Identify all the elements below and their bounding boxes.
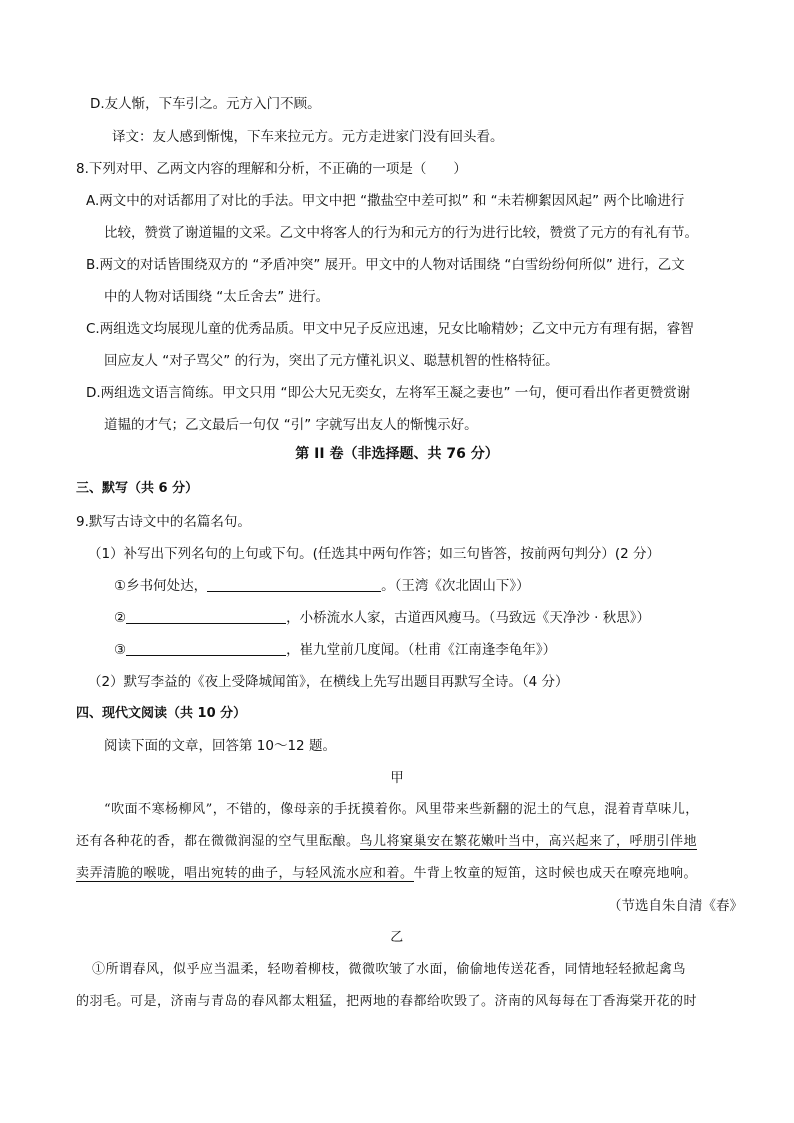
q8-option-d-line2: 道韫的才气；乙文最后一句仅 “引” 字就写出友人的惭愧示好。 [104,417,478,433]
q9-item1-answer-blank[interactable] [207,577,381,592]
passage-jia-underlined-2: 卖弄清脆的喉咙，唱出宛转的曲子，与轻风流水应和着。 [76,866,414,881]
q9-item2-post: ，小桥流水人家，古道西风瘦马。（马致远《天净沙 · 秋思》） [286,610,650,626]
q9-sub1: （1）补写出下列名句的上句或下句。(任选其中两句作答；如三句皆答，按前两句判分）(2 分） [88,546,661,562]
q9-item1 [114,576,530,596]
q8-option-c-line2: 回应友人 “对子骂父” 的行为，突出了元方懂礼识义、聪慧机智的性格特征。 [104,353,559,369]
q9-item1-post: 。（王湾《次北固山下》） [381,578,530,594]
q9-sub2: （2）默写李益的《夜上受降城闻笛》，在横线上先写出题目再默写全诗。（4 分） [88,674,569,690]
q8-option-a-line1: A.两文中的对话都用了对比的手法。甲文中把 “撒盐空中差可拟” 和 “未若柳絮因风起” 两个比喻进行 [86,193,685,209]
passage-jia-line3 [76,864,697,884]
q9-item3-post: ，崔九堂前几度闻。（杜甫《江南逢李龟年》） [286,642,557,658]
section4-title: 四、现代文阅读（共 10 分） [76,706,247,721]
q7-option-d: D.友人惭，下车引之。元方入门不顾。 [90,96,321,112]
q8-option-b-line1: B.两文的对话皆围绕双方的 “矛盾冲突” 展开。甲文中的人物对话围绕 “白雪纷纷何所似” 进行，乙文 [86,257,685,273]
section3-title: 三、默写（共 6 分） [76,481,199,496]
q9-item2 [114,608,650,628]
q9-stem: 9.默写古诗文中的名篇名句。 [76,514,251,530]
q8-option-a-line2: 比较，赞赏了谢道韫的文采。乙文中将客人的行为和元方的行为进行比较，赞赏了元方的有礼有节。 [104,225,698,241]
part2-title: 第 II 卷（非选择题、共 76 分） [295,446,499,462]
passage-jia-line2 [76,832,697,852]
passage-jia-line1: “吹面不寒杨柳风”，不错的，像母亲的手抚摸着你。风里带来些新翻的泥土的气息，混着青草味儿， [104,802,699,817]
q8-option-c-line1: C.两组选文均展现儿童的优秀品质。甲文中兄子反应迅速，兄女比喻精妙；乙文中元方有理有据，睿智 [86,321,694,337]
q9-item3-answer-blank[interactable] [126,641,286,656]
q9-item2-answer-blank[interactable] [126,609,286,624]
passage-jia-label: 甲 [390,770,404,786]
passage-jia-line2-text: 还有各种花的香，都在微微润湿的空气里酝酿。 [76,834,360,849]
passage-yi-label: 乙 [390,930,404,945]
q9-item1-pre: ①乡书何处达， [114,578,208,594]
q8-option-d-line1: D.两组选文语言简练。甲文只用 “即公大兄无奕女，左将军王凝之妻也” 一句，便可看出作者更赞赏谢 [86,385,691,401]
q9-item3 [114,640,556,660]
q7-option-d-translation: 译文：友人感到惭愧，下车来拉元方。元方走进家门没有回头看。 [112,129,504,145]
passage-yi-line1: ①所谓春风，似乎应当温柔，轻吻着柳枝，微微吹皱了水面，偷偷地传送花香，同情地轻轻掀起禽鸟 [92,962,687,977]
passage-yi-line2: 的羽毛。可是，济南与青岛的春风都太粗猛，把两地的春都给吹毁了。济南的风每每在丁香海棠开花的时 [76,994,698,1009]
q8-option-b-line2: 中的人物对话围绕 “太丘舍去” 进行。 [104,289,330,305]
q9-item3-pre: ③ [114,642,127,658]
passage-jia-source: （节选自朱自清《春》 [608,898,743,914]
passage-jia-line3-text: 牛背上牧童的短笛，这时候也成天在嘹亮地响。 [413,866,698,881]
section4-intro: 阅读下面的文章，回答第 10～12 题。 [104,738,336,754]
passage-jia-underlined-1: 鸟儿将窠巢安在繁花嫩叶当中，高兴起来了，呼朋引伴地 [359,834,698,849]
q8-stem: 8.下列对甲、乙两文内容的理解和分析，不正确的一项是（ ） [76,161,467,177]
q9-item2-pre: ② [114,610,127,626]
